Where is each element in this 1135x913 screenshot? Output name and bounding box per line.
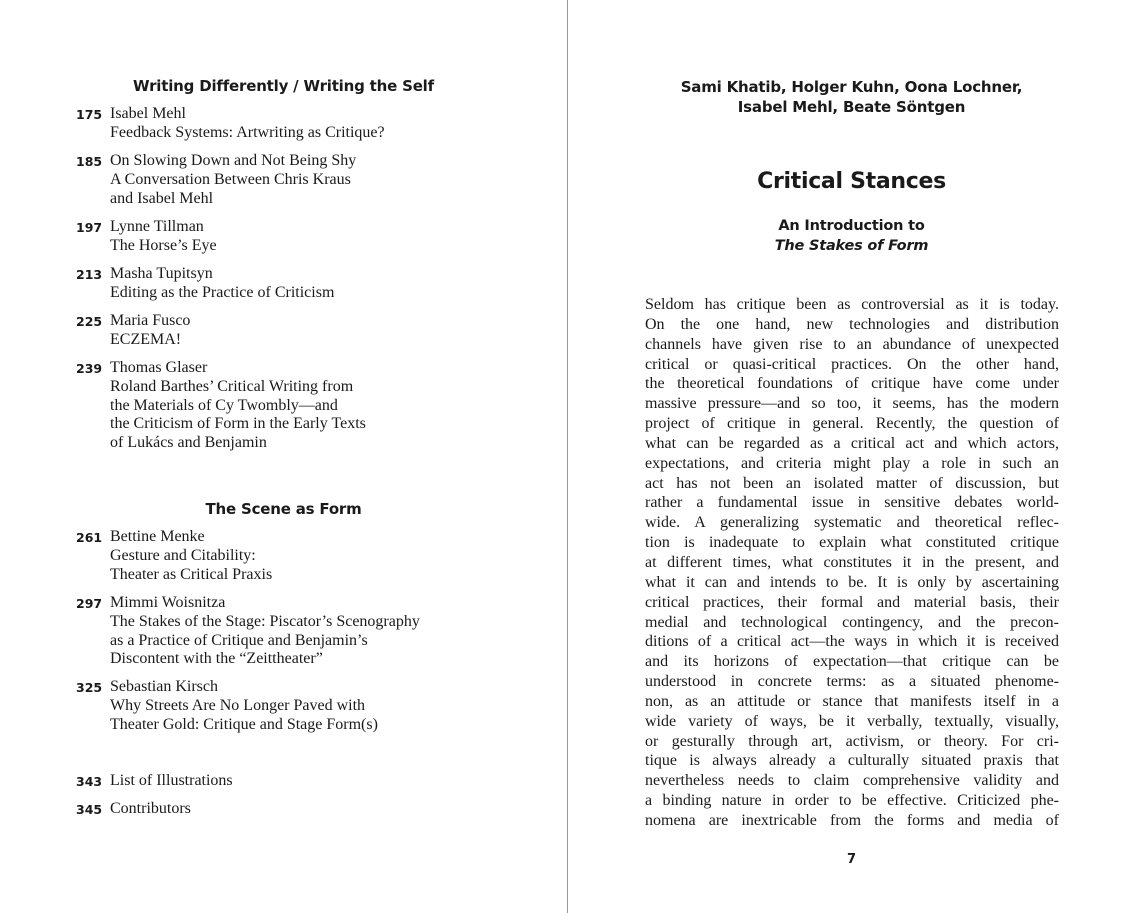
toc-page-number: 297 <box>76 596 103 611</box>
toc-line: Sebastian Kirsch <box>110 678 218 695</box>
body-line: ditions of a critical act—the ways in which it is received <box>645 633 1059 651</box>
body-line: understood in concrete terms: as a situated phenome- <box>645 673 1059 691</box>
toc-line: Editing as the Practice of Criticism <box>110 283 335 301</box>
toc-line: and Isabel Mehl <box>110 189 214 207</box>
toc-line: Roland Barthes’ Critical Writing from <box>110 377 354 395</box>
right-page <box>568 0 1135 913</box>
body-line: tique is always already a culturally situated praxis that <box>645 752 1059 770</box>
chapter-title: Critical Stances <box>757 169 946 194</box>
body-line: channels have given rise to an abundance of unexpected <box>645 335 1059 353</box>
toc-line: Theater Gold: Critique and Stage Form(s) <box>110 715 378 733</box>
toc-page-number: 225 <box>76 314 103 329</box>
toc-page-number: 213 <box>76 267 103 282</box>
toc-line: Gesture and Citability: <box>110 546 256 564</box>
body-line: what can be regarded as a critical act and which actors, <box>645 434 1059 452</box>
body-line: the theoretical foundations of critique have come under <box>645 375 1059 393</box>
left-page <box>0 0 567 913</box>
toc-line: List of Illustrations <box>110 772 233 789</box>
body-line: critical or quasi-critical practices. On the other hand, <box>645 355 1059 373</box>
toc-line: The Horse’s Eye <box>110 236 217 254</box>
body-line: expectations, and criteria might play a role in such an <box>645 454 1059 472</box>
page-number: 7 <box>846 852 857 867</box>
body-line: tion is inadequate to explain what constituted critique <box>645 534 1059 552</box>
body-line: and its horizons of expectation—that critique can be <box>645 653 1059 671</box>
body-line: or gesturally through art, activism, or theory. For cri- <box>645 732 1059 750</box>
body-paragraph <box>645 295 1059 831</box>
toc-line: the Criticism of Form in the Early Texts <box>110 415 366 433</box>
body-line: On the one hand, new technologies and distribution <box>645 315 1059 333</box>
toc-line: Maria Fusco <box>110 312 191 329</box>
body-line: nomena are inextricable from the forms and media of <box>645 811 1059 829</box>
toc-page-number: 343 <box>76 774 103 789</box>
body-line: rather a fundamental issue in sensitive debates world- <box>645 494 1059 512</box>
subtitle-line: An Introduction to <box>778 218 925 234</box>
toc-line: the Materials of Cy Twombly—and <box>110 396 338 414</box>
body-line: at different times, what constitutes it in the present, and <box>645 553 1059 571</box>
authors-line: Sami Khatib, Holger Kuhn, Oona Lochner, <box>680 78 1023 96</box>
body-line: critical practices, their formal and material basis, their <box>645 593 1059 611</box>
toc-page-number: 185 <box>76 154 103 169</box>
body-line: what it can and intends to be. It is only by ascertaining <box>645 573 1059 591</box>
body-line: Seldom has critique been as controversial as it is today. <box>645 296 1059 313</box>
toc-page-number: 345 <box>76 802 103 817</box>
toc-line: Lynne Tillman <box>110 218 204 235</box>
chapter-authors <box>568 77 1135 117</box>
body-line: project of critique in general. Recently, the question of <box>645 415 1059 433</box>
chapter-subtitle <box>568 216 1135 256</box>
toc-page-number: 325 <box>76 680 103 695</box>
toc-page-number: 197 <box>76 220 103 235</box>
toc-line: On Slowing Down and Not Being Shy <box>110 152 357 169</box>
toc-line: A Conversation Between Chris Kraus <box>110 170 351 188</box>
toc-line: Bettine Menke <box>110 528 205 545</box>
body-line: non, as an attitude or stance that manifests itself in a <box>645 692 1059 710</box>
body-line: medial and technological contingency, and the precon- <box>645 613 1059 631</box>
subtitle-italic-line: The Stakes of Form <box>774 238 929 254</box>
section-heading: Writing Differently / Writing the Self <box>133 77 434 95</box>
section-heading: The Scene as Form <box>205 500 362 518</box>
toc-page-number: 175 <box>76 107 103 122</box>
body-line: wide variety of ways, be it verbally, textually, visually, <box>645 712 1059 730</box>
body-line: act has not been an isolated matter of discussion, but <box>645 474 1059 492</box>
toc-line: Discontent with the “Zeittheater” <box>110 650 323 668</box>
toc-line: Why Streets Are No Longer Paved with <box>110 696 366 714</box>
body-line: a binding nature in order to be effective. Criticized phe- <box>645 792 1059 810</box>
toc-line: The Stakes of the Stage: Piscator’s Scenography <box>110 612 420 630</box>
toc-page-number: 261 <box>76 530 103 545</box>
toc-line: of Lukács and Benjamin <box>110 434 267 452</box>
body-line: massive pressure—and so too, it seems, has the modern <box>645 395 1059 413</box>
toc-line: as a Practice of Critique and Benjamin’s <box>110 631 368 649</box>
toc-line: Theater as Critical Praxis <box>110 565 273 583</box>
authors-line: Isabel Mehl, Beate Söntgen <box>737 98 966 116</box>
body-line: nevertheless needs to claim comprehensive validity and <box>645 772 1059 790</box>
toc-line: Masha Tupitsyn <box>110 265 213 282</box>
body-line: wide. A generalizing systematic and theoretical reflec- <box>645 514 1059 532</box>
toc-line: Thomas Glaser <box>110 359 208 376</box>
toc-page-number: 239 <box>76 361 103 376</box>
toc-line: Contributors <box>110 800 191 817</box>
toc-line: Mimmi Woisnitza <box>110 594 226 611</box>
toc-line: Feedback Systems: Artwriting as Critique? <box>110 123 385 141</box>
toc-line: Isabel Mehl <box>110 105 186 122</box>
toc-line: ECZEMA! <box>110 330 182 348</box>
